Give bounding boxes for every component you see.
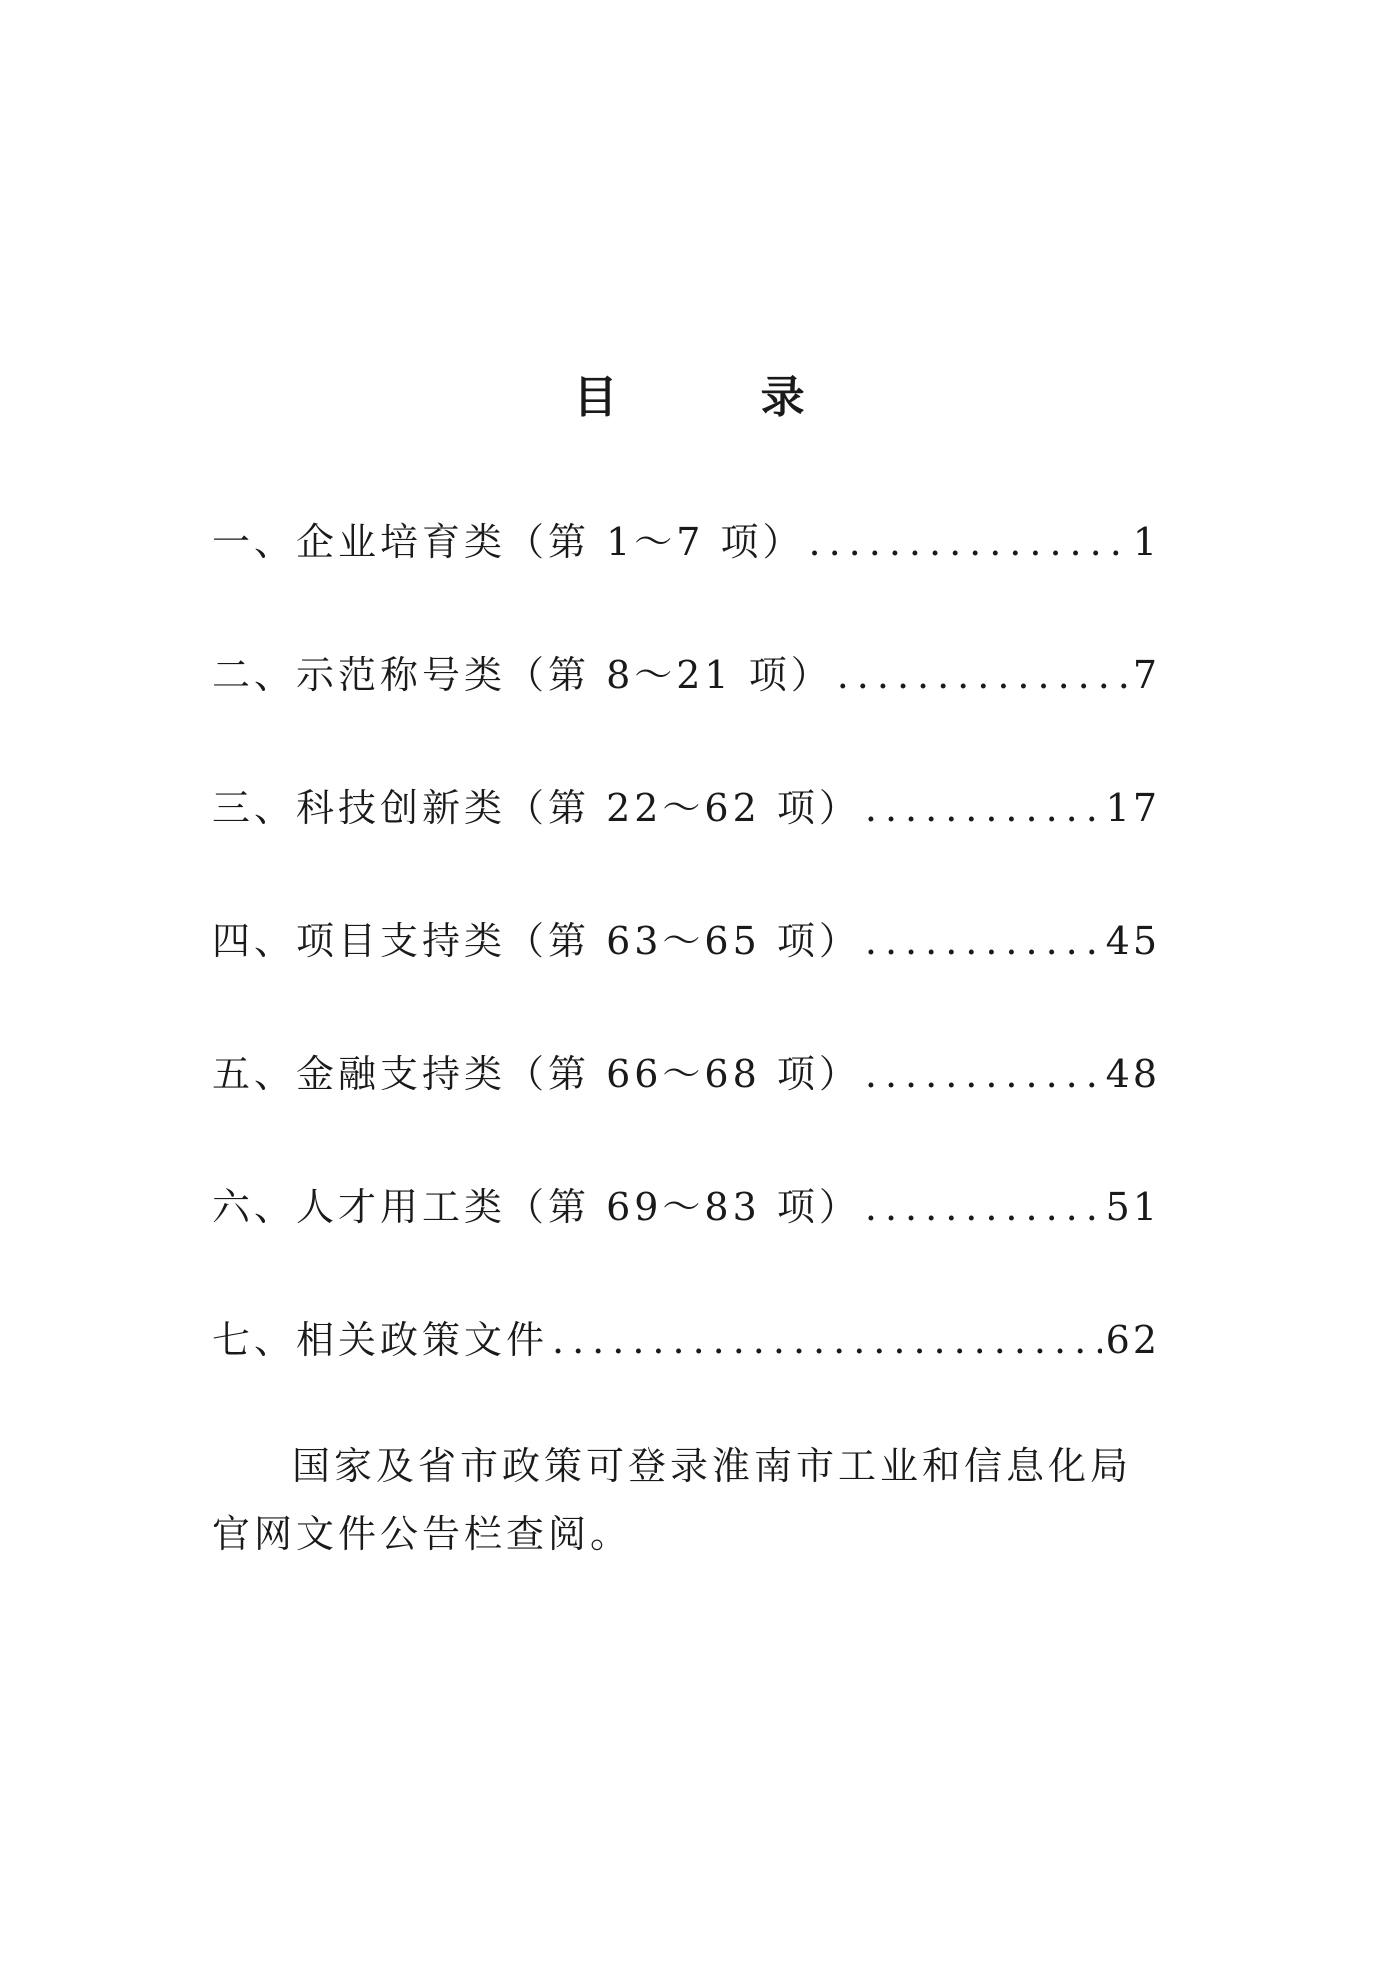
toc-entry-financial-support[interactable] xyxy=(212,1044,1160,1177)
toc-entry-talent-employment[interactable] xyxy=(212,1177,1160,1310)
toc-entry-label: 二、示范称号类（第 8～21 项） xyxy=(212,653,833,697)
toc-entry-page-number: 48 xyxy=(1105,1052,1160,1096)
toc-entry-demonstration-titles[interactable] xyxy=(212,645,1160,778)
toc-entry-label: 五、金融支持类（第 66～68 项） xyxy=(212,1052,861,1096)
toc-dot-leader xyxy=(865,1044,1102,1104)
toc-entry-label: 四、项目支持类（第 63～65 项） xyxy=(212,919,861,963)
toc-entry-page-number: 51 xyxy=(1105,1185,1160,1229)
toc-entry-project-support[interactable] xyxy=(212,911,1160,1044)
toc-entry-page-number: 45 xyxy=(1105,919,1160,963)
toc-entry-page-number: 62 xyxy=(1105,1318,1160,1362)
toc-entry-page-number: 7 xyxy=(1132,653,1160,697)
table-of-contents xyxy=(212,512,1160,1443)
toc-dot-leader xyxy=(837,645,1129,705)
toc-dot-leader xyxy=(865,1177,1102,1237)
reference-note: 国家及省市政策可登录淮南市工业和信息化局官网文件公告栏查阅。 xyxy=(212,1444,1133,1556)
toc-entry-page-number: 1 xyxy=(1132,520,1160,564)
toc-entry-page-number: 17 xyxy=(1105,786,1160,830)
page-title: 目 录 xyxy=(573,372,869,423)
toc-entry-enterprise-cultivation[interactable] xyxy=(212,512,1160,645)
toc-dot-leader xyxy=(865,778,1102,838)
toc-entry-tech-innovation[interactable] xyxy=(212,778,1160,911)
toc-entry-related-policy-docs[interactable] xyxy=(212,1310,1160,1443)
toc-dot-leader xyxy=(552,1310,1102,1370)
toc-entry-label: 六、人才用工类（第 69～83 项） xyxy=(212,1185,861,1229)
toc-entry-label: 三、科技创新类（第 22～62 项） xyxy=(212,786,861,830)
toc-entry-label: 七、相关政策文件 xyxy=(212,1318,549,1362)
toc-dot-leader xyxy=(809,512,1129,572)
toc-entry-label: 一、企业培育类（第 1～7 项） xyxy=(212,520,805,564)
toc-dot-leader xyxy=(865,911,1102,971)
